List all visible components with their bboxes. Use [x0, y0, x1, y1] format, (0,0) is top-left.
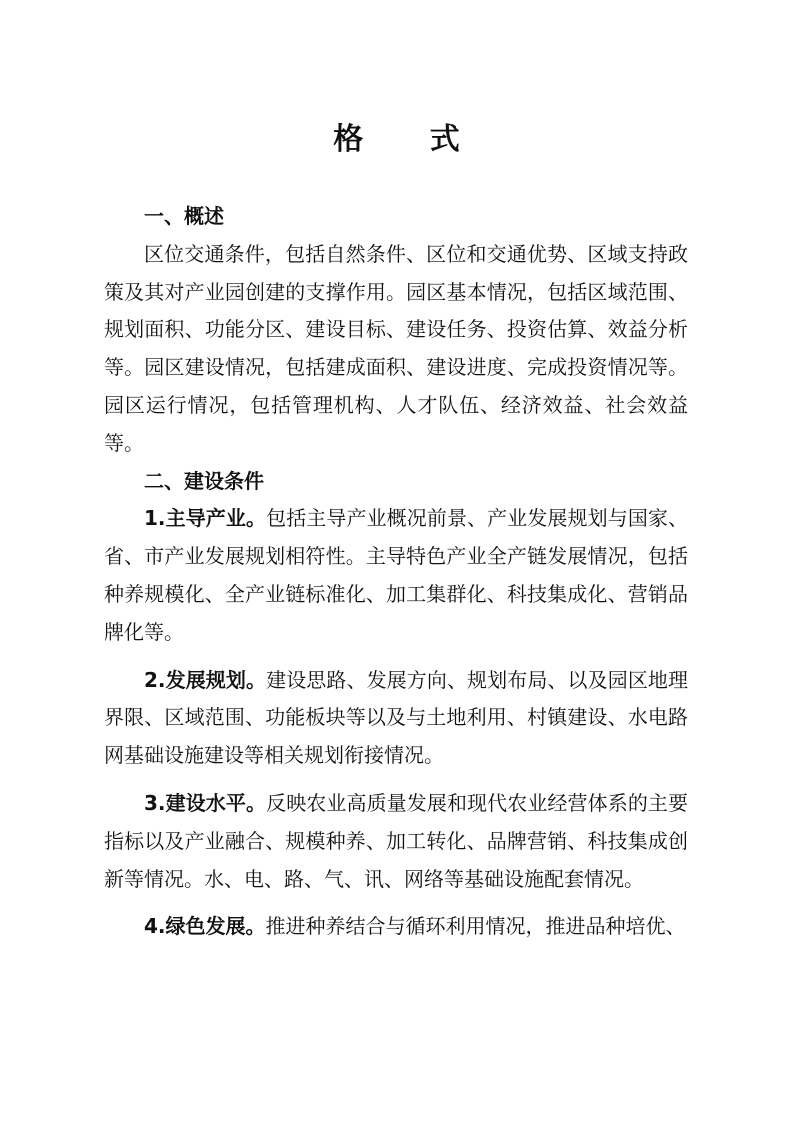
paragraph-gap — [104, 898, 688, 908]
item-paragraph-1 — [104, 500, 688, 651]
item-label-4: 4.绿色发展。 — [144, 914, 266, 939]
paragraph-gap — [104, 652, 688, 662]
section-heading-conditions: 二、建设条件 — [144, 468, 264, 493]
document-body — [104, 198, 688, 946]
paragraph-gap — [104, 775, 688, 785]
item-text-3: 反映农业高质量发展和现代农业经营体系的主要指标以及产业融合、规模种养、加工转化、品牌营销、科技集成创新等情况。水、电、路、气、讯、网络等基础设施配套情况。 — [104, 790, 689, 891]
item-label-1: 1.主导产业。 — [144, 506, 267, 531]
document-title: 格 式 — [333, 122, 488, 157]
item-paragraph-4 — [104, 908, 688, 946]
item-text-1: 包括主导产业概况前景、产业发展规划与国家、省、市产业发展规划相符性。主导特色产业全产链发展情况，包括种养规模化、全产业链标准化、加工集群化、科技集成化、营销品牌化等。 — [104, 506, 689, 644]
item-label-3: 3.建设水平。 — [144, 790, 267, 815]
item-text-4: 推进种养结合与循环利用情况，推进品种培优、 — [265, 914, 686, 939]
overview-paragraph: 区位交通条件，包括自然条件、区位和交通优势、区域支持政策及其对产业园创建的支撑作用。园区基本情况，包括区域范围、规划面积、功能分区、建设目标、建设任务、投资估算、效益分析等。园区建设情况，包括建成面积、建设进度、完成投资情况等。园区运行情况，包括管理机构、人才队伍、经济效益、社会效益等。 — [104, 241, 688, 455]
item-paragraph-2 — [104, 662, 688, 775]
item-text-2: 建设思路、发展方向、规划布局、以及园区地理界限、区域范围、功能板块等以及与土地利用、村镇建设、水电路网基础设施建设等相关规划衔接情况。 — [104, 667, 689, 768]
section-heading-overview: 一、概述 — [144, 204, 224, 228]
item-label-2: 2.发展规划。 — [144, 667, 267, 692]
item-paragraph-3 — [104, 785, 688, 898]
